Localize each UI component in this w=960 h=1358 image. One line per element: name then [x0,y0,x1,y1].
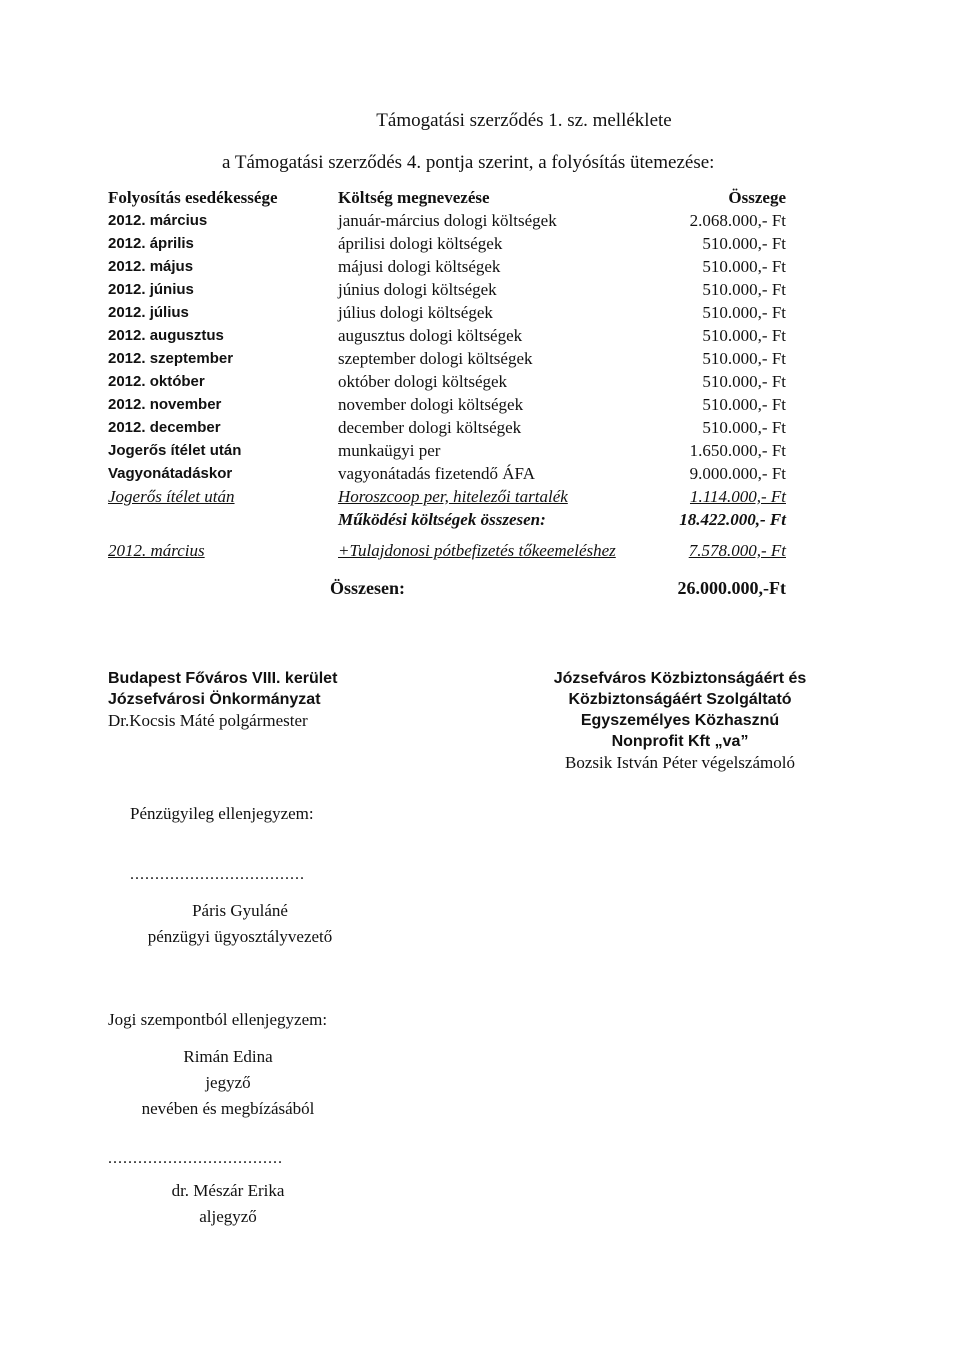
row-cost-name: október dologi költségek [338,372,508,391]
right-line-4: Nonprofit Kft „va” [611,733,749,750]
table-row [108,278,808,301]
row-cost-name: december dologi költségek [338,418,522,437]
row-cost-name: munkaügyi per [338,441,441,460]
payment-schedule-table [108,186,808,562]
row-amount: 510.000,- Ft [702,280,786,299]
row-due-date: 2012. július [108,304,189,321]
reserve-cost: Horoszcoop per, hitelezői tartalék [338,487,568,506]
row-cost-name: vagyonátadás fizetendő ÁFA [338,464,536,483]
row-amount: 510.000,- Ft [702,395,786,414]
table-header-row [108,186,808,209]
table-row [108,439,808,462]
row-amount: 510.000,- Ft [702,326,786,345]
left-line-3: Dr.Kocsis Máté polgármester [108,711,308,730]
legal-signature-line: ................................... [108,1150,283,1167]
table-row-reserve [108,485,808,508]
legal-deputy-name: dr. Mészár Erika [171,1181,285,1200]
financial-signature-line: ................................... [130,866,305,883]
row-amount: 1.650.000,- Ft [689,441,786,460]
row-amount: 510.000,- Ft [702,303,786,322]
financial-name: Páris Gyuláné [192,901,288,920]
row-due-date: 2012. március [108,212,208,229]
header-amount: Összege [728,188,786,207]
right-line-1: Józsefváros Közbiztonságáért és [553,670,807,687]
row-due-date: 2012. október [108,373,205,390]
legal-deputy-block [108,1178,348,1230]
row-cost-name: májusi dologi költségek [338,257,501,276]
row-due-date: 2012. június [108,281,194,298]
table-row [108,301,808,324]
header-due-date: Folyosítás esedékessége [108,188,278,207]
capital-due: 2012. március [108,541,205,560]
table-row [108,393,808,416]
row-amount: 510.000,- Ft [702,257,786,276]
document-subtitle: a Támogatási szerződés 4. pontja szerint, a folyósítás ütemezése: [222,152,715,173]
table-body [108,209,808,485]
row-due-date: 2012. május [108,258,194,275]
left-line-1: Budapest Főváros VIII. kerület [108,670,338,687]
right-line-5: Bozsik István Péter végelszámoló [565,753,795,772]
row-due-date: 2012. szeptember [108,350,234,367]
row-cost-name: szeptember dologi költségek [338,349,533,368]
reserve-due: Jogerős ítélet után [108,487,235,506]
capital-row [108,539,808,562]
table-row [108,232,808,255]
signature-left [108,668,337,731]
capital-amount: 7.578.000,- Ft [688,541,786,560]
row-cost-name: áprilisi dologi költségek [338,234,503,253]
row-cost-name: június dologi költségek [338,280,497,299]
row-due-date: Jogerős ítélet után [108,442,242,459]
financial-countersign-label: Pénzügyileg ellenjegyzem: [130,804,314,823]
legal-signer-block [108,1044,348,1122]
table-row [108,462,808,485]
row-amount: 510.000,- Ft [702,349,786,368]
row-due-date: 2012. április [108,235,194,252]
table-row [108,416,808,439]
row-cost-name: augusztus dologi költségek [338,326,523,345]
grand-total-amount: 26.000.000,-Ft [677,578,786,598]
legal-name: Rimán Edina [183,1047,273,1066]
table-row [108,324,808,347]
legal-on-behalf: nevében és megbízásából [141,1099,315,1118]
right-line-3: Egyszemélyes Közhasznú [580,712,780,729]
operating-total-row [108,508,808,531]
row-amount: 9.000.000,- Ft [689,464,786,483]
header-cost-name: Költség megnevezése [338,188,490,207]
reserve-amount: 1.114.000,- Ft [689,487,786,506]
row-due-date: 2012. augusztus [108,327,224,344]
capital-cost: +Tulajdonosi pótbefizetés tőkeemeléshez [338,541,616,560]
legal-deputy-role: aljegyző [199,1207,257,1226]
row-cost-name: január-március dologi költségek [338,211,557,230]
row-amount: 2.068.000,- Ft [689,211,786,230]
signature-right [530,668,830,773]
row-due-date: 2012. december [108,419,221,436]
document-title [0,110,960,132]
table-row [108,347,808,370]
title-text: Támogatási szerződés 1. sz. melléklete [376,110,672,131]
table-row [108,255,808,278]
grand-total-label: Összesen: [330,578,405,598]
financial-signer [130,898,350,950]
legal-role: jegyző [205,1073,251,1092]
row-due-date: Vagyonátadáskor [108,465,233,482]
row-due-date: 2012. november [108,396,222,413]
row-amount: 510.000,- Ft [702,372,786,391]
table-row [108,370,808,393]
row-amount: 510.000,- Ft [702,234,786,253]
row-cost-name: november dologi költségek [338,395,524,414]
legal-countersign-label: Jogi szempontból ellenjegyzem: [108,1010,328,1029]
operating-total-label: Működési költségek összesen: [338,510,546,529]
row-cost-name: július dologi költségek [338,303,493,322]
financial-role: pénzügyi ügyosztályvezető [147,927,333,946]
table-row [108,209,808,232]
right-line-2: Közbiztonságáért Szolgáltató [568,691,792,708]
operating-total-amount: 18.422.000,- Ft [679,510,786,529]
row-amount: 510.000,- Ft [702,418,786,437]
left-line-2: Józsefvárosi Önkormányzat [108,691,321,708]
